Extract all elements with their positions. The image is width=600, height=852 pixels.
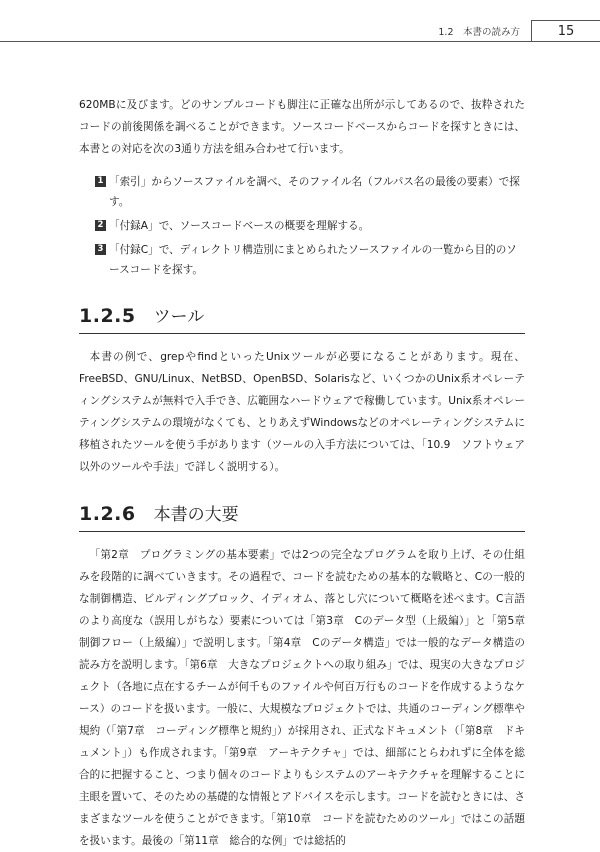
step-text: 「付録C」で、ディレクトリ構造別にまとめられたソースファイルの一覧から目的のソースコードを探す。: [109, 244, 517, 276]
list-item: [95, 240, 525, 280]
running-header: [0, 20, 600, 42]
header-rule: [0, 41, 600, 42]
section-paragraph: 「第2章 プログラミングの基本要素」では2つの完全なプログラムを取り上げ、その仕組みを段階的に調べていきます。その過程で、コードを読むための基本的な戦略と、Cの一般的な制御構造、ビルディングブロック、イディオム、落とし穴について概略を述べます。C言語のより高度な（誤用しがちな）要素については「第3章 Cのデータ型（上級編）」と「第5章 制御フロー（上級編）」で説明します。「第4章 Cのデータ構造」では一般的なデータ構造の読み方を説明します。「第6章 大きなプロジェクトへの取り組み」では、現実の大きなプロジェクト（各地に点在するチームが何千ものファイルや何百万行ものコードを作成するようなケース）のコードを扱います。一般に、大規模なプロジェクトでは、共通のコーディング標準や規約（「第7章 コーディング標準と規約」）が採用され、正式なドキュメント（「第8章 ドキュメント」）も作成されます。「第9章 アーキテクチャ」では、細部にとらわれずに全体を総合的に把握すること、つまり個々のコードよりもシステムのアーキテクチャを理解することに主眼を置いて、そのための基礎的な情報とアドバイスを示します。コードを読むときには、さまざまなツールを使うことができます。「第10章 コードを読むためのツール」ではこの話題を扱います。最後の「第11章 総合的な例」では総括的: [79, 549, 536, 847]
section-number: 1.2.5: [79, 305, 136, 327]
section-heading: [79, 500, 525, 532]
section-title: 本書の大要: [153, 505, 239, 525]
step-number-badge: 2: [95, 220, 106, 231]
lookup-steps-list: [79, 172, 525, 280]
running-title: 1.2 本書の読み方: [438, 27, 520, 38]
section-number: 1.2.6: [79, 503, 136, 525]
step-number-badge: 3: [95, 244, 106, 255]
section-paragraph: 本書の例で、grepやfindといったUnixツールが必要になることがあります。現在、FreeBSD、GNU/Linux、NetBSD、OpenBSD、Solarisなど、いくつかのUnix系オペレーティングシステムが無料で入手でき、広範囲なハードウェアで稼働しています。Unix系オペレーティングシステムの環境がなくても、とりあえずWindowsなどのオペレーティングシステムに移植されたツールを使う手があります（ツールの入手方法については、「10.9 ソフトウェア以外のツールや手法」で詳しく説明する）。: [79, 351, 525, 473]
page-body: [79, 94, 536, 852]
section-title: ツール: [153, 307, 205, 327]
section-tools: [79, 302, 525, 478]
step-text: 「付録A」で、ソースコードベースの概要を理解する。: [109, 220, 370, 232]
list-item: [95, 216, 525, 236]
list-item: [95, 172, 525, 212]
step-text: 「索引」からソースファイルを調べ、そのファイル名（フルパス名の最後の要素）で探す。: [109, 176, 520, 208]
section-overview: [79, 500, 536, 852]
page-number: 15: [531, 20, 600, 42]
intro-paragraph: 620MBに及びます。どのサンプルコードも脚注に正確な出所が示してあるので、抜粋されたコードの前後関係を調べることができます。ソースコードベースからコードを探すときには、本書との対応を次の3通り方法を組み合わせて行います。: [79, 99, 525, 155]
section-heading: [79, 302, 525, 334]
step-number-badge: 1: [95, 176, 106, 187]
